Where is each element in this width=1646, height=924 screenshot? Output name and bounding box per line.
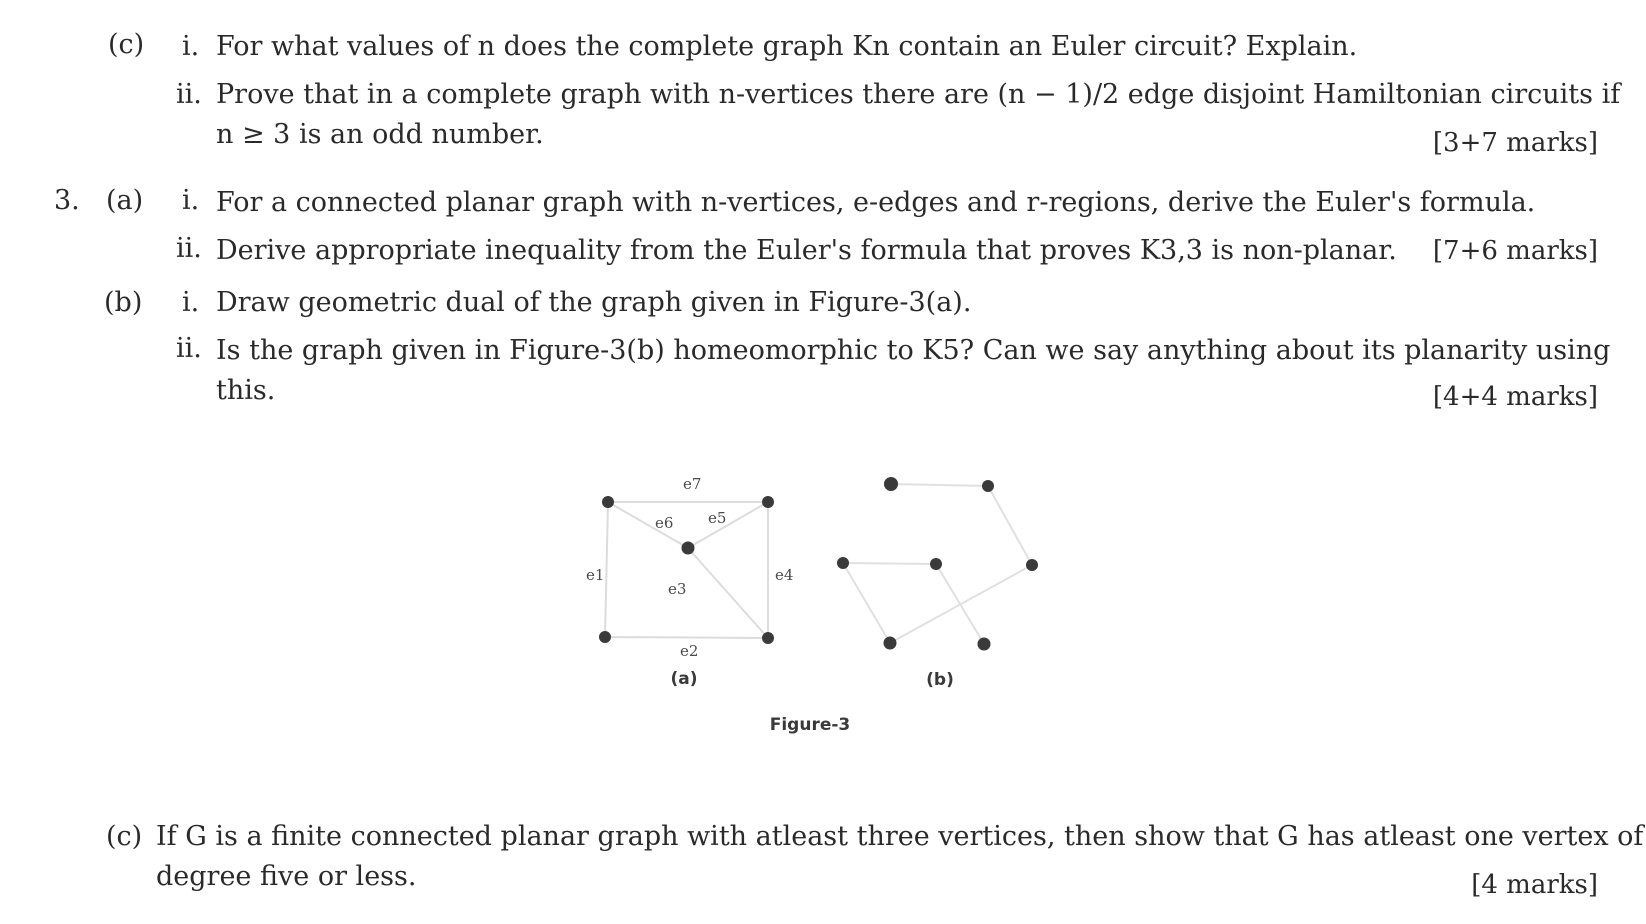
part-c-marks: [4 marks] bbox=[1471, 870, 1598, 900]
prev-part-c-item-ii-num: ii. bbox=[176, 79, 202, 110]
prev-part-c-item-i-text: For what values of n does the complete graph Kn contain an Euler circuit? Explain. bbox=[216, 31, 1358, 62]
graph-a-edge bbox=[605, 637, 768, 638]
part-b-item-i-text: Draw geometric dual of the graph given in Figure-3(a). bbox=[216, 287, 972, 318]
figure-caption: Figure-3 bbox=[769, 715, 851, 735]
edge-label-e1: e1 bbox=[586, 566, 605, 584]
edge-label-e4: e4 bbox=[775, 566, 794, 584]
graph-a bbox=[605, 502, 768, 638]
graph-a-vertex bbox=[762, 632, 774, 644]
graph-b-vertex bbox=[884, 477, 898, 491]
graph-b-vertex bbox=[982, 480, 994, 492]
graph-b-vertex bbox=[1026, 559, 1038, 571]
graph-b-edge bbox=[988, 486, 1032, 565]
part-b-item-ii-line2: this. bbox=[216, 375, 276, 406]
part-a-label: (a) bbox=[106, 185, 144, 216]
graph-b-edge bbox=[843, 563, 936, 564]
graph-b-vertex bbox=[978, 638, 991, 651]
part-a-item-ii-num: ii. bbox=[176, 233, 202, 264]
edge-label-e6: e6 bbox=[655, 514, 674, 532]
graph-a-edge bbox=[608, 502, 688, 548]
prev-part-c-item-i-num: i. bbox=[182, 31, 200, 62]
edge-label-e5: e5 bbox=[708, 509, 727, 527]
graph-a-edge bbox=[688, 548, 768, 638]
prev-part-c-marks: [3+7 marks] bbox=[1432, 128, 1598, 158]
graph-a-vertex bbox=[602, 496, 614, 508]
graph-a-edge bbox=[605, 502, 608, 637]
graph-a-vertex bbox=[682, 542, 695, 555]
part-a-marks: [7+6 marks] bbox=[1432, 236, 1598, 266]
graph-b-edge bbox=[843, 563, 890, 643]
part-c-line2: degree five or less. bbox=[156, 861, 417, 892]
subfigure-a-label: (a) bbox=[670, 669, 698, 689]
graph-a-edge bbox=[688, 502, 768, 548]
part-b-item-ii-num: ii. bbox=[176, 333, 202, 364]
prev-part-c-item-ii-line1: Prove that in a complete graph with n-vertices there are (n − 1)/2 edge disjoint Hamiltonian circuits if bbox=[216, 79, 1621, 110]
graph-b-vertex bbox=[837, 557, 849, 569]
prev-part-c-item-ii-line2: n ≥ 3 is an odd number. bbox=[216, 119, 544, 150]
part-c-label: (c) bbox=[106, 821, 143, 852]
graph-b-edge bbox=[891, 484, 988, 486]
part-b-item-i-num: i. bbox=[182, 287, 200, 318]
part-a-item-i-text: For a connected planar graph with n-vertices, e-edges and r-regions, derive the Euler's formula. bbox=[216, 187, 1536, 218]
graph-b-edge bbox=[936, 564, 984, 644]
part-b-label: (b) bbox=[104, 287, 143, 318]
graph-a-vertex bbox=[762, 496, 774, 508]
part-a-item-i-num: i. bbox=[182, 185, 200, 216]
prev-part-c-label: (c) bbox=[108, 29, 145, 60]
edge-label-e3: e3 bbox=[668, 580, 687, 598]
graph-b-vertex bbox=[930, 558, 942, 570]
part-a-item-ii-text: Derive appropriate inequality from the Euler's formula that proves K3,3 is non-planar. bbox=[216, 235, 1397, 266]
graph-a-vertices bbox=[599, 496, 774, 644]
graph-b-vertex bbox=[884, 637, 897, 650]
subfigure-b-label: (b) bbox=[926, 670, 954, 690]
edge-label-e2: e2 bbox=[680, 642, 699, 660]
edge-label-e7: e7 bbox=[683, 475, 702, 493]
part-b-marks: [4+4 marks] bbox=[1432, 382, 1598, 412]
part-c-line1: If G is a finite connected planar graph with atleast three vertices, then show that G has atleast one vertex of bbox=[156, 821, 1644, 852]
graph-a-vertex bbox=[599, 631, 611, 643]
part-b-item-ii-line1: Is the graph given in Figure-3(b) homeomorphic to K5? Can we say anything about its planarity using bbox=[216, 335, 1611, 366]
question-number: 3. bbox=[54, 185, 80, 216]
